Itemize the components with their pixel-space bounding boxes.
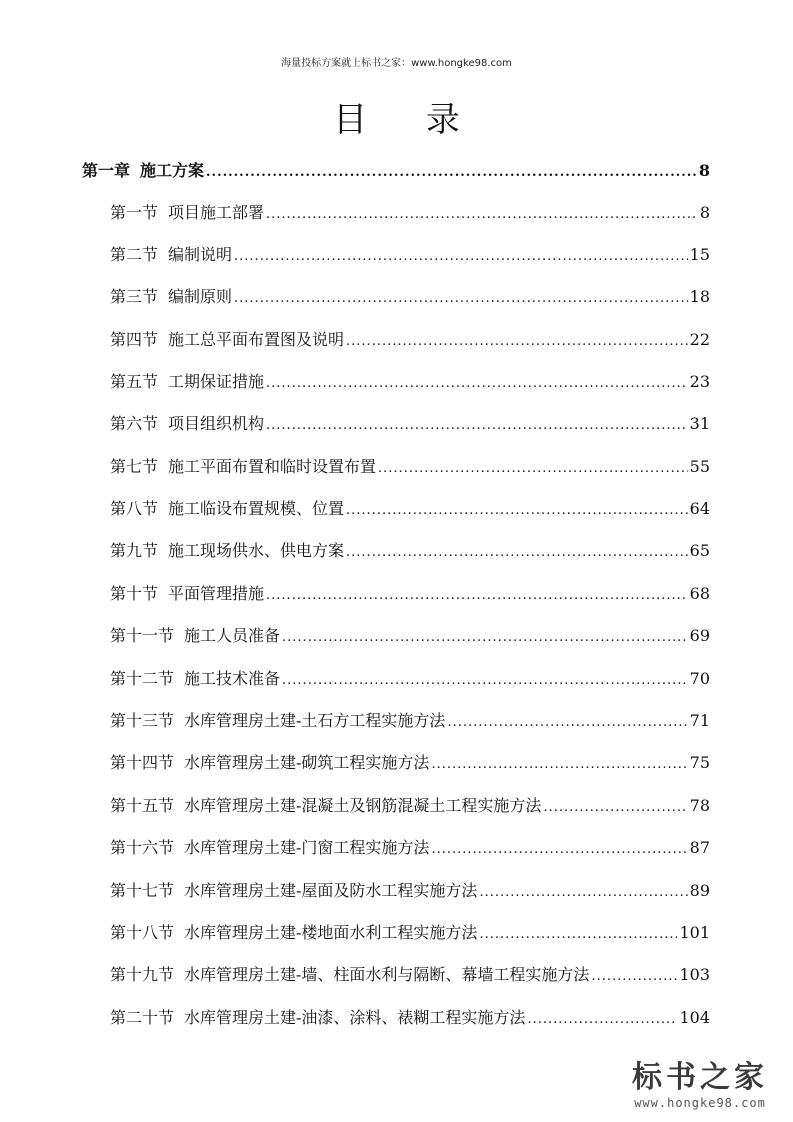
toc-entry-page: 64: [689, 499, 710, 518]
toc-entry-title: 施工总平面布置图及说明: [168, 330, 345, 349]
toc-entry-page: 31: [689, 414, 710, 433]
toc-dot-leader: [479, 885, 687, 900]
toc-entry-number: 第二十节: [110, 1008, 175, 1027]
toc-section-entry[interactable]: [110, 835, 710, 858]
toc-section-entry[interactable]: [110, 623, 710, 646]
toc-entry-page: 8: [699, 203, 710, 222]
toc-dot-leader: [527, 1012, 677, 1027]
toc-entry-page: 68: [689, 584, 710, 603]
toc-entry-number: 第十一节: [110, 626, 175, 645]
toc-dot-leader: [378, 461, 688, 476]
toc-section-entry[interactable]: [110, 708, 710, 731]
toc-section-entry[interactable]: [110, 581, 710, 604]
toc-entry-title: 施工平面布置和临时设置布置: [168, 457, 377, 476]
toc-section-entry[interactable]: [110, 200, 710, 223]
page-title: 目 录: [333, 100, 484, 140]
toc-dot-leader: [543, 800, 687, 815]
toc-dot-leader: [479, 927, 677, 942]
toc-dot-leader: [206, 165, 697, 180]
toc-dot-leader: [431, 842, 687, 857]
toc-dot-leader: [266, 418, 688, 433]
toc-section-entry[interactable]: [110, 1005, 710, 1028]
toc-entry-number: 第七节: [110, 457, 159, 476]
toc-dot-leader: [591, 969, 677, 984]
toc-entry-title: 水库管理房土建-土石方工程实施方法: [184, 711, 446, 730]
toc-entry-number: 第五节: [110, 372, 159, 391]
toc-entry-page: 8: [698, 161, 710, 180]
toc-entry-number: 第十九节: [110, 965, 175, 984]
toc-entry-title: 施工方案: [140, 161, 205, 180]
toc-entry-page: 75: [689, 753, 710, 772]
toc-dot-leader: [346, 545, 688, 560]
toc-entry-number: 第一节: [110, 203, 159, 222]
toc-entry-page: 71: [689, 711, 710, 730]
toc-section-entry[interactable]: [110, 242, 710, 265]
toc-section-entry[interactable]: [110, 284, 710, 307]
toc-entry-title: 水库管理房土建-楼地面水利工程实施方法: [184, 923, 478, 942]
toc-entry-title: 水库管理房土建-油漆、涂料、裱糊工程实施方法: [184, 1008, 526, 1027]
toc-section-entry[interactable]: [110, 411, 710, 434]
toc-entry-number: 第六节: [110, 414, 159, 433]
toc-entry-title: 编制说明: [168, 245, 233, 264]
toc-entry-title: 水库管理房土建-砌筑工程实施方法: [184, 753, 430, 772]
toc-dot-leader: [234, 291, 688, 306]
toc-chapter-entry[interactable]: [82, 158, 710, 181]
toc-dot-leader: [346, 503, 688, 518]
toc-entry-page: 70: [689, 669, 710, 688]
toc-entry-title: 水库管理房土建-屋面及防水工程实施方法: [184, 881, 478, 900]
toc-entry-title: 项目组织机构: [168, 414, 265, 433]
toc-entry-title: 施工技术准备: [184, 669, 281, 688]
toc-entry-number: 第二节: [110, 245, 159, 264]
toc-entry-number: 第九节: [110, 541, 159, 560]
toc-entry-page: 89: [689, 881, 710, 900]
toc-section-entry[interactable]: [110, 369, 710, 392]
toc-entry-number: 第十七节: [110, 881, 175, 900]
toc-entry-page: 65: [689, 541, 710, 560]
toc-entry-title: 平面管理措施: [168, 584, 265, 603]
toc-entry-title: 施工临设布置规模、位置: [168, 499, 345, 518]
toc-entry-page: 101: [679, 923, 710, 942]
toc-section-entry[interactable]: [110, 878, 710, 901]
toc-section-entry[interactable]: [110, 793, 710, 816]
toc-entry-number: 第十二节: [110, 669, 175, 688]
toc-entry-number: 第十三节: [110, 711, 175, 730]
toc-entry-title: 水库管理房土建-墙、柱面水利与隔断、幕墙工程实施方法: [184, 965, 590, 984]
toc-section-entry[interactable]: [110, 327, 710, 350]
toc-entry-number: 第十五节: [110, 796, 175, 815]
toc-entry-page: 23: [689, 372, 710, 391]
toc-entry-number: 第十四节: [110, 753, 175, 772]
toc-entry-page: 87: [689, 838, 710, 857]
toc-section-entry[interactable]: [110, 962, 710, 985]
toc-entry-page: 104: [679, 1008, 710, 1027]
toc-section-entry[interactable]: [110, 538, 710, 561]
toc-entry-page: 22: [689, 330, 710, 349]
toc-entry-title: 项目施工部署: [168, 203, 265, 222]
header-note: 海量投标方案就上标书之家：www.hongke98.com: [281, 58, 512, 69]
watermark-url: www.hongke98.com: [634, 1096, 766, 1110]
toc-section-entry[interactable]: [110, 920, 710, 943]
toc-dot-leader: [266, 207, 698, 222]
toc-entry-number: 第十六节: [110, 838, 175, 857]
toc-entry-page: 18: [689, 287, 710, 306]
toc-section-entry[interactable]: [110, 750, 710, 773]
toc-dot-leader: [282, 673, 688, 688]
toc-dot-leader: [447, 715, 687, 730]
toc-entry-title: 水库管理房土建-门窗工程实施方法: [184, 838, 430, 857]
toc-dot-leader: [266, 376, 688, 391]
toc-entry-page: 55: [689, 457, 710, 476]
toc-dot-leader: [431, 757, 687, 772]
toc-section-entry[interactable]: [110, 454, 710, 477]
toc-entry-number: 第四节: [110, 330, 159, 349]
toc-entry-title: 编制原则: [168, 287, 233, 306]
toc-entry-title: 施工现场供水、供电方案: [168, 541, 345, 560]
toc-entry-title: 施工人员准备: [184, 626, 281, 645]
toc-entry-title: 水库管理房土建-混凝土及钢筋混凝土工程实施方法: [184, 796, 542, 815]
watermark-text: 标书之家: [632, 1060, 768, 1095]
toc-entry-number: 第三节: [110, 287, 159, 306]
watermark-logo: [625, 1052, 775, 1110]
toc-entry-page: 78: [689, 796, 710, 815]
toc-dot-leader: [346, 334, 688, 349]
toc-section-entry[interactable]: [110, 666, 710, 689]
toc-dot-leader: [282, 630, 688, 645]
toc-entry-number: 第十八节: [110, 923, 175, 942]
toc-entry-number: 第八节: [110, 499, 159, 518]
toc-dot-leader: [234, 249, 688, 264]
toc-entry-number: 第十节: [110, 584, 159, 603]
toc-entry-page: 103: [679, 965, 710, 984]
toc-dot-leader: [266, 588, 688, 603]
toc-entry-title: 工期保证措施: [168, 372, 265, 391]
toc-entry-page: 69: [689, 626, 710, 645]
toc-entry-page: 15: [689, 245, 710, 264]
toc-section-entry[interactable]: [110, 496, 710, 519]
toc-entry-number: 第一章: [82, 161, 131, 180]
